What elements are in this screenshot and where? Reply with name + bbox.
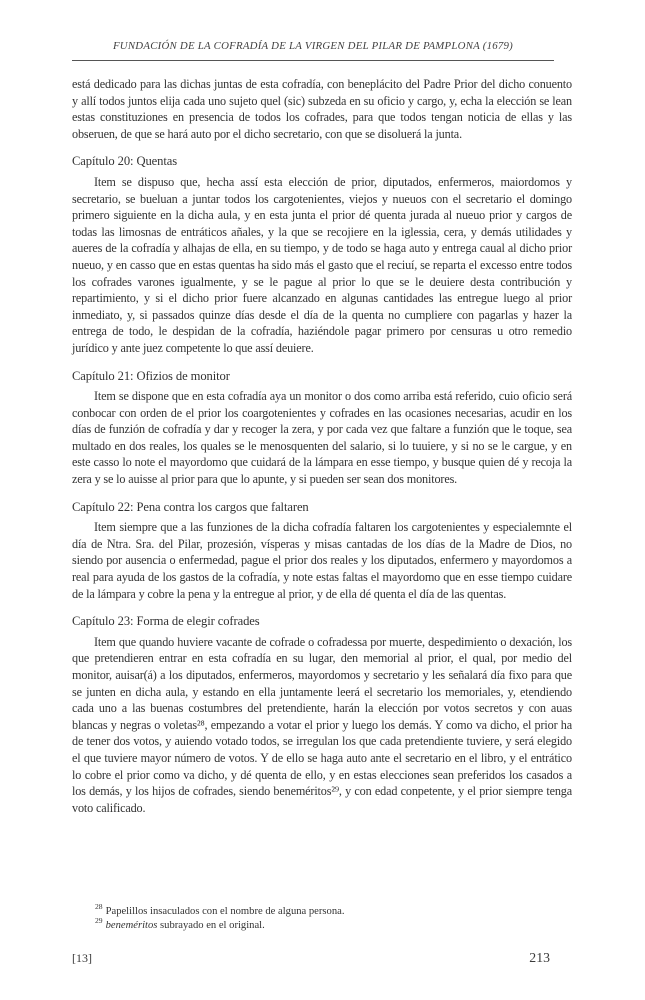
running-header-title: FUNDACIÓN DE LA COFRADÍA DE LA VIRGEN DEL PILAR DE PAMPLONA (1679) [112, 40, 514, 52]
chapter-20-heading: Capítulo 20: Quentas [72, 154, 178, 169]
page-footer [72, 950, 572, 966]
footnotes-block [95, 902, 565, 933]
chapter-20-paragraph: Item se dispuso que, hecha assí esta elección de prior, diputados, enfermeros, maiordomos y secretario, se bueluan a juntar todos los cargotenientes, viejos y nueuos con el secretario el domingo primero siguiente en la dicha aula, y en esta junta el prior dé quenta jurada al nueuo prior y cargos de todas las limosnas de entráticos añales, y la que se recojiere en la iglessia, cera, y demás utilidades y aueres de la cofradía y alhajas de ella, en su tiempo, y de todo se haga auto y entrega caual al dicho prior nueuo, y en casso que en estas quentas ha sido más el gasto que el reciuí, se reparta el excesso entre todos los cofrades varones igualmente, y se le pague al prior lo que se le deuiere desta contribución y repartimiento, y si el dicho prior fuere alcanzado en algunas cantidades las entregue luego al prior inmediato, y, si passados quinze días desde el día de la quenta no cumpliere con pagarlas y hazer la entrega de todo, le despidan de la cofradía, haziéndole pagar primero por censuras u otro remedio jurídico y ante juez competente lo que assí deuiere. [72, 174, 572, 355]
footnote-28-text: Papelillos insaculados con el nombre de alguna persona. [105, 906, 345, 917]
footnote-28-marker: 28 [95, 902, 103, 912]
chapter-23-heading: Capítulo 23: Forma de elegir cofrades [72, 614, 260, 629]
footnote-29 [95, 916, 565, 933]
folio-number: [13] [72, 951, 92, 965]
text-column [72, 0, 572, 816]
page-number: 213 [529, 950, 550, 965]
running-header [72, 36, 554, 61]
footnote-29-marker: 29 [95, 916, 103, 926]
chapter-23-paragraph: Item que quando huviere vacante de cofrade o cofradessa por muerte, despedimiento o dexación, los que pretendieren entrar en esta cofradía en su lugar, den memorial al prior, el qual, por medio del monitor, auisar(á) a los diputados, enfermeros, mayordomos y secretario y les señalará día fixo para que se junten en dicha aula, y estando en ella juntamente leerá el secretario los memoriales, y, etendiendo cada uno a las buenas costumbres del pretendiente, harán la elección por votos secretos y con auas blancas y negras o voletas²⁸, empezando a votar el prior y luego los demás. Y como va dicho, el prior ha de tener dos votos, y auiendo votado todos, se irregulan los que cada pretendiente tuviere, y será elegido el que tuviere mayor número de votos. Y de ello se haga auto ante el secretario en el libro, y el entrático lo cobre el prior como va dicho, y dé quenta de ello, y en estas elecciones sean preferidos los casados a los demás, y los hijos de cofrades, siendo beneméritos²⁹, y con edad conpetente, y el prior siempre tenga voto calificado. [72, 634, 572, 815]
main-text [72, 76, 572, 816]
chapter-22-paragraph: Item siempre que a las funziones de la dicha cofradía faltaren los cargotenientes y especialemnte el día de Ntra. Sra. del Pilar, prozesión, vísperas y misas cantadas de los días de la Madre de Dios, no siendo por ausencia o enfermedad, pague el prior dos reales y los diputados, enfermero y mayordomos a real para ayuda de los gastos de la cofradía, y note estas faltas el mayordomo que en esse tiempo cuidare de la lámpara y cobre la pena y la entregue al prior, y de ella dé quenta el día de las quentas. [72, 520, 572, 601]
footnote-29-text: subrayado en el original. [157, 919, 265, 931]
footnote-28 [95, 902, 565, 919]
continuation-paragraph: está dedicado para las dichas juntas de esta cofradía, con beneplácito del Padre Prior del dicho conuento y allí todos juntos elija cada uno sujeto quel (sic) subzeda en su oficio y cargo, y, echa la elección se lean estas constituziones en presencia de todos los cofrades, para que todos tengan noticia de ellas y las obseruen, de que se hará auto por el dicho secretario, con que se disoluerá la junta. [72, 77, 572, 141]
chapter-22-heading: Capítulo 22: Pena contra los cargos que faltaren [72, 499, 309, 514]
footnote-29-term: beneméritos [105, 919, 158, 931]
chapter-21-paragraph: Item se dispone que en esta cofradía aya un monitor o dos como arriba está referido, cuio oficio será conbocar con orden de el prior los coargotenientes y cofrades en las ocasiones necesarias, acudir en los días de funzión de cofradía y dar y recoger la zera, y por cada vez que faltare a funzión que le toque, sea multado en dos reales, los quales se le menosquenten del salario, si lo tuuiere, y si no se le cargue, y en este casso lo note el mayordomo que cuidará de la lámpara en esse tiempo, y busque quien dé y recoja la zera y se lo auisse al prior para que lo apunte, y si pueden ser sean dos monitores. [72, 389, 572, 487]
chapter-21-heading: Capítulo 21: Ofizios de monitor [72, 368, 230, 383]
